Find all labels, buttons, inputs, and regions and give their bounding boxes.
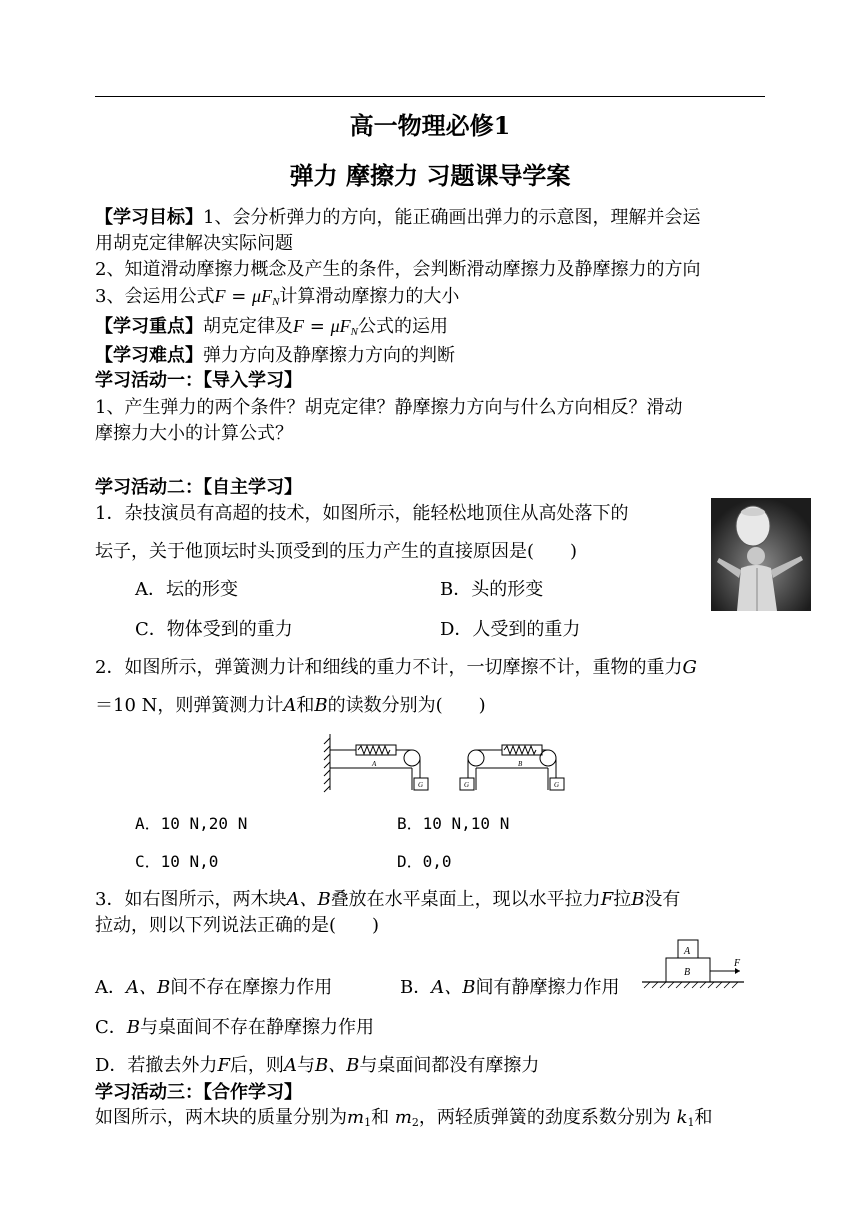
fig3-label-b: B: [684, 967, 691, 978]
q2-option-d: D．0,0: [397, 852, 452, 871]
page-subtitle: 弹力 摩擦力 习题课导学案: [289, 161, 571, 190]
goals-line-3: 2、知道滑动摩擦力概念及产生的条件，会判断滑动摩擦力及静摩擦力的方向: [95, 259, 701, 280]
activity1-line-2: 摩擦力大小的计算公式？: [95, 423, 293, 444]
fig2-label-a: A: [372, 760, 377, 768]
activity1-line-1: 1、产生弹力的两个条件？胡克定律？静摩擦力方向与什么方向相反？滑动: [95, 397, 683, 418]
fig2-label-g2: G: [464, 781, 470, 789]
activity3-heading: 学习活动三：【合作学习】: [95, 1082, 302, 1103]
fig3-label-f: F: [734, 958, 741, 969]
goals-line-1: 【学习目标】1、会分析弹力的方向，能正确画出弹力的示意图，理解并会运: [95, 207, 701, 228]
difficulty: 【学习难点】弹力方向及静摩擦力方向的判断: [95, 345, 455, 366]
activity3-line-1: 如图所示，两木块的质量分别为$m_1$和 $m_2$，两轻质弹簧的劲度系数分别为 $k_1$和: [95, 1107, 713, 1129]
q2-option-b: B．10 N,10 N: [397, 814, 510, 833]
fig2-label-g1: G: [418, 781, 424, 789]
acrobat-photo: [711, 498, 811, 611]
fig2-label-g3: G: [554, 781, 560, 789]
q3-option-a: A．A、B间不存在摩擦力作用: [95, 977, 333, 998]
spring-scale-figure: [322, 730, 578, 796]
fig3-label-a: A: [684, 946, 691, 957]
q1-option-c: C．物体受到的重力: [135, 619, 293, 640]
q3-line-1: 3．如右图所示，两木块A、B叠放在水平桌面上，现以水平拉力F拉B没有: [95, 889, 681, 910]
goals-line-4: 3、会运用公式$F = \mu F_N$计算滑动摩擦力的大小: [95, 286, 460, 308]
activity1-heading: 学习活动一：【导入学习】: [95, 370, 302, 391]
q1-option-b: B．头的形变: [440, 579, 544, 600]
page-title: 高一物理必修1: [349, 111, 511, 140]
q2-option-a: A．10 N,20 N: [135, 814, 248, 833]
q2-line-2: ＝10 N，则弹簧测力计A和B的读数分别为( ): [95, 695, 486, 716]
goals-line-2: 用胡克定律解决实际问题: [95, 233, 293, 254]
q3-option-b: B．A、B间有静摩擦力作用: [400, 977, 620, 998]
activity2-heading: 学习活动二：【自主学习】: [95, 477, 302, 498]
q1-option-a: A．坛的形变: [135, 579, 238, 600]
blocks-figure: [640, 938, 746, 994]
q3-option-c: C．B与桌面间不存在静摩擦力作用: [95, 1017, 375, 1038]
q1-line-2: 坛子，关于他顶坛时头顶受到的压力产生的直接原因是( ): [95, 541, 578, 562]
q2-line-1: 2．如图所示，弹簧测力计和细线的重力不计，一切摩擦不计，重物的重力G: [95, 657, 697, 678]
q2-option-c: C．10 N,0: [135, 852, 219, 871]
q1-line-1: 1．杂技演员有高超的技术，如图所示，能轻松地顶住从高处落下的: [95, 503, 629, 524]
q3-line-2: 拉动，则以下列说法正确的是( ): [95, 915, 380, 936]
key-points: 【学习重点】胡克定律及$F = \mu F_N$公式的运用: [95, 316, 448, 338]
fig2-label-b: B: [518, 760, 523, 768]
q1-option-d: D．人受到的重力: [440, 619, 581, 640]
q3-option-d: D．若撤去外力F后，则A与B、B与桌面间都没有摩擦力: [95, 1055, 540, 1076]
top-rule: [95, 96, 765, 97]
